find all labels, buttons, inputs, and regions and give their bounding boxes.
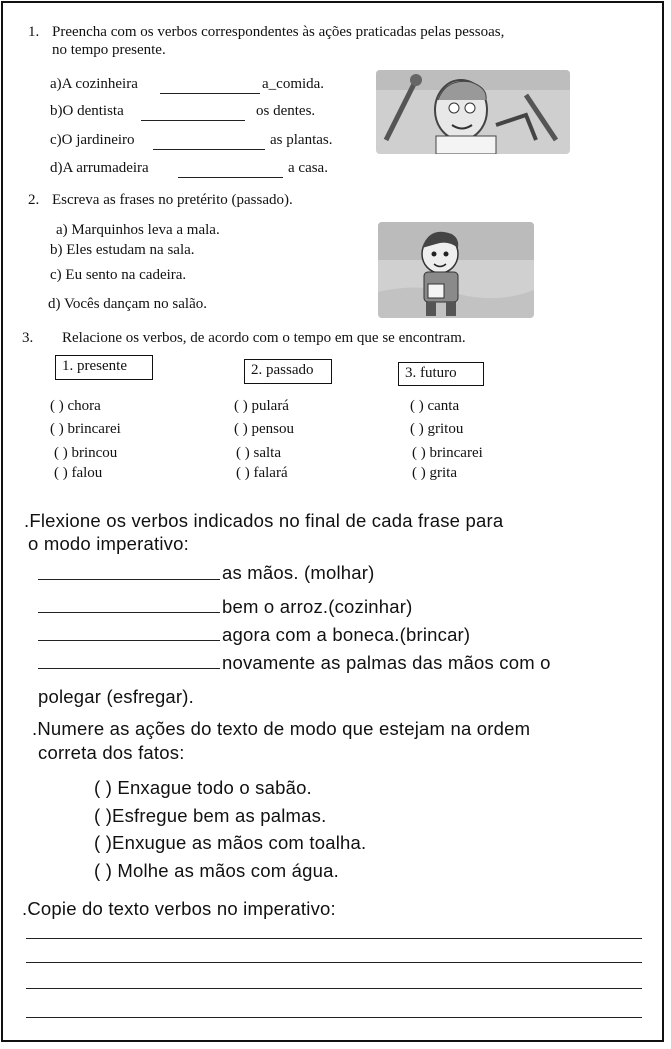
ex3-col3-item4[interactable]: ( ) grita — [412, 465, 457, 481]
ex5-instruction-line2: correta dos fatos: — [38, 742, 185, 763]
ex3-col1-item2[interactable]: ( ) brincarei — [50, 421, 121, 437]
ex1-item-d-post: a casa. — [288, 160, 328, 176]
ex3-instruction: Relacione os verbos, de acordo com o tempo em que se encontram. — [62, 330, 466, 346]
ex1-item-c-post: as plantas. — [270, 132, 333, 148]
ex3-col3-item2[interactable]: ( ) gritou — [410, 421, 464, 437]
ex4-instruction-line2: o modo imperativo: — [28, 533, 189, 554]
ex1-item-a-pre: a)A cozinheira — [50, 76, 138, 92]
ex2-item-a: a) Marquinhos leva a mala. — [56, 222, 220, 238]
ex3-col2-item2[interactable]: ( ) pensou — [234, 421, 294, 437]
ex4-item4-blank[interactable] — [38, 668, 220, 669]
ex1-item-a-blank[interactable] — [160, 93, 260, 94]
tense-box-past: 2. passado — [244, 359, 332, 384]
ex1-instruction-line1: Preencha com os verbos correspondentes às ações praticadas pelas pessoas, — [52, 24, 505, 40]
ex1-number: 1. — [28, 24, 40, 40]
ex4-item1: as mãos. (molhar) — [222, 562, 375, 583]
ex3-col2-item4[interactable]: ( ) falará — [236, 465, 288, 481]
ex2-item-b: b) Eles estudam na sala. — [50, 242, 195, 258]
ex3-col1-item1[interactable]: ( ) chora — [50, 398, 101, 414]
ex6-answer-line2[interactable] — [26, 962, 642, 963]
ex6-answer-line4[interactable] — [26, 1017, 642, 1018]
ex4-item4: novamente as palmas das mãos com o — [222, 652, 551, 673]
ex2-item-d: d) Vocês dançam no salão. — [48, 296, 207, 312]
ex2-number: 2. — [28, 192, 40, 208]
ex3-col1-item3[interactable]: ( ) brincou — [54, 445, 118, 461]
ex5-instruction-line1: .Numere as ações do texto de modo que estejam na ordem — [32, 718, 531, 739]
ex4-item1-blank[interactable] — [38, 579, 220, 580]
ex2-item-c: c) Eu sento na cadeira. — [50, 267, 187, 283]
ex4-item2: bem o arroz.(cozinhar) — [222, 596, 413, 617]
ex4-item3-blank[interactable] — [38, 640, 220, 641]
ex6-answer-line1[interactable] — [26, 938, 642, 939]
dentist-illustration — [376, 70, 570, 154]
ex1-item-d-blank[interactable] — [178, 177, 283, 178]
ex6-answer-line3[interactable] — [26, 988, 642, 989]
tense-box-future: 3. futuro — [398, 362, 484, 386]
ex3-col1-item4[interactable]: ( ) falou — [54, 465, 103, 481]
ex6-instruction: .Copie do texto verbos no imperativo: — [22, 898, 336, 919]
ex5-item4[interactable]: ( ) Molhe as mãos com água. — [94, 860, 339, 881]
ex3-col3-item1[interactable]: ( ) canta — [410, 398, 460, 414]
ex1-item-c-pre: c)O jardineiro — [50, 132, 135, 148]
ex4-instruction-line1: .Flexione os verbos indicados no final de cada frase para — [24, 510, 504, 531]
ex1-item-c-blank[interactable] — [153, 149, 265, 150]
ex5-item3[interactable]: ( )Enxugue as mãos com toalha. — [94, 832, 367, 853]
boy-illustration — [378, 222, 534, 318]
ex4-item4-continuation: polegar (esfregar). — [38, 686, 194, 707]
ex1-item-a-post: a_comida. — [262, 76, 325, 92]
ex3-col3-item3[interactable]: ( ) brincarei — [412, 445, 483, 461]
ex5-item2[interactable]: ( )Esfregue bem as palmas. — [94, 805, 327, 826]
ex1-item-d-pre: d)A arrumadeira — [50, 160, 149, 176]
ex2-instruction: Escreva as frases no pretérito (passado). — [52, 192, 293, 208]
ex1-item-b-post: os dentes. — [256, 103, 316, 119]
tense-box-present: 1. presente — [55, 355, 153, 380]
ex1-item-b-blank[interactable] — [141, 120, 245, 121]
ex1-item-b-pre: b)O dentista — [50, 103, 124, 119]
ex1-instruction-line2: no tempo presente. — [52, 42, 166, 58]
ex3-col2-item1[interactable]: ( ) pulará — [234, 398, 289, 414]
ex4-item2-blank[interactable] — [38, 612, 220, 613]
ex3-col2-item3[interactable]: ( ) salta — [236, 445, 281, 461]
ex4-item3: agora com a boneca.(brincar) — [222, 624, 471, 645]
ex5-item1[interactable]: ( ) Enxague todo o sabão. — [94, 777, 312, 798]
ex3-number: 3. — [22, 330, 34, 346]
